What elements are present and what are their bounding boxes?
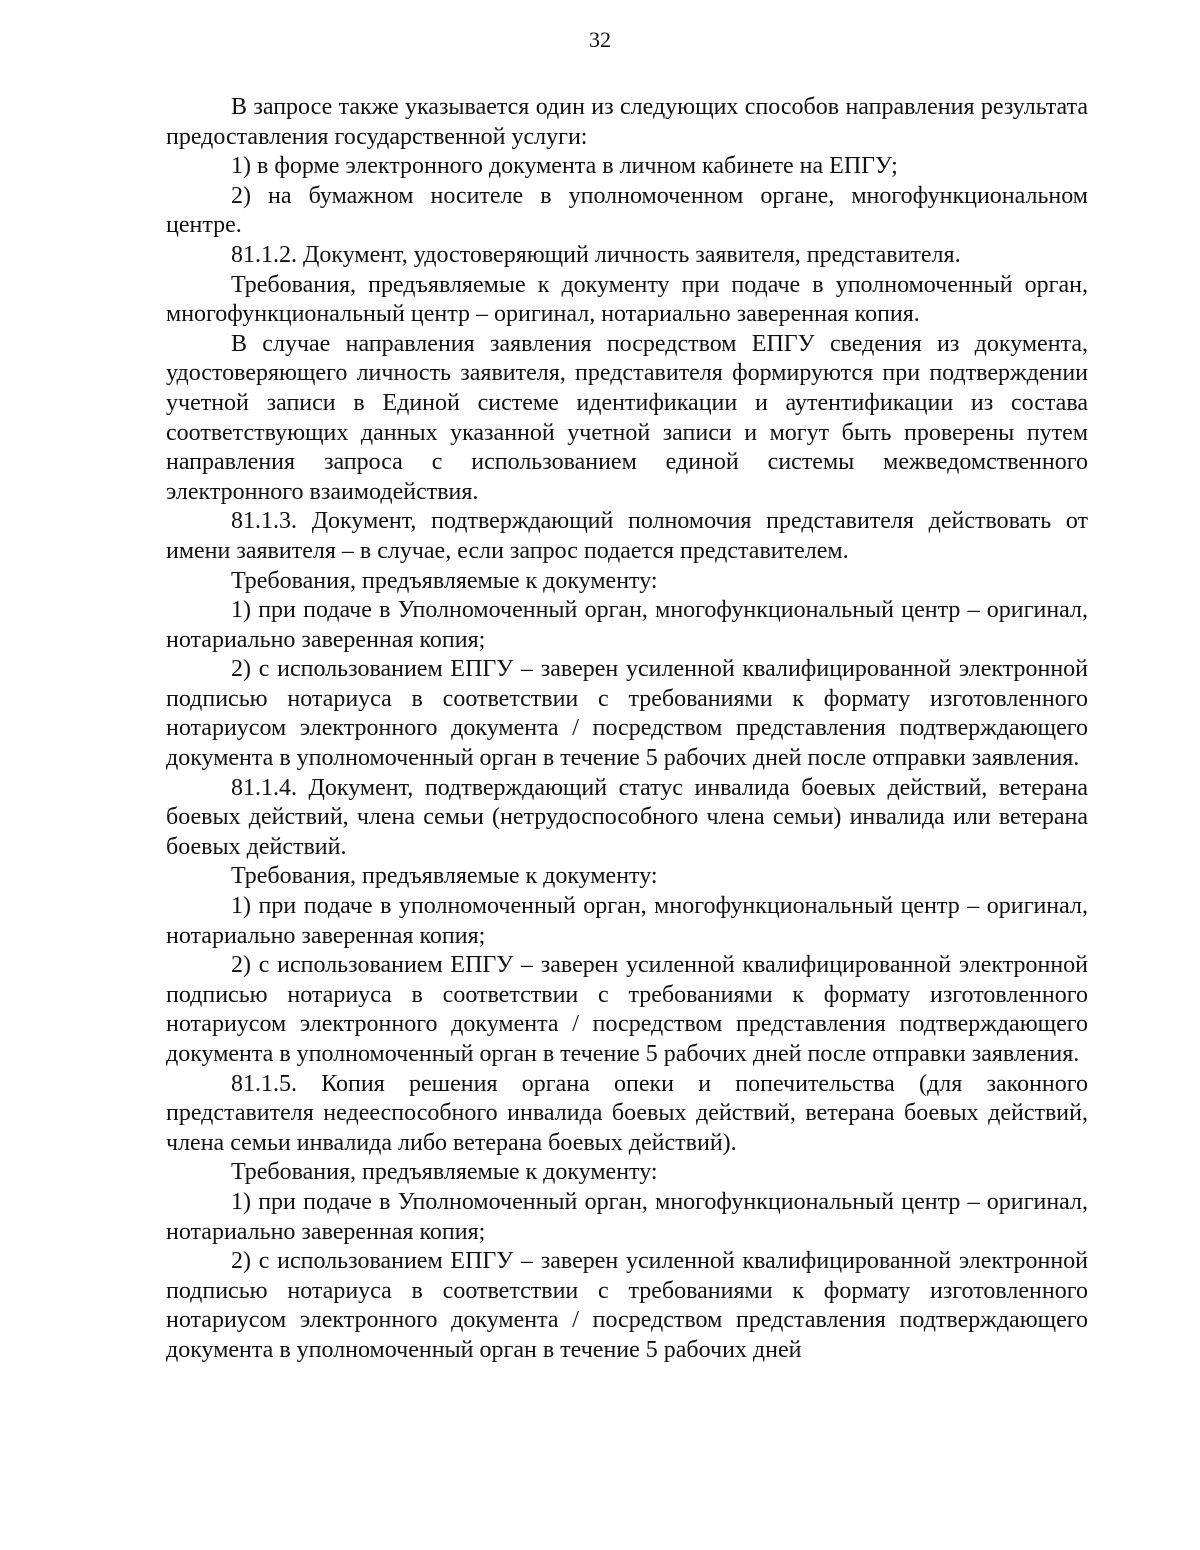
paragraph-result-delivery-methods: В запросе также указывается один из следующих способов направления результата предоставления государственной услуги: (166, 94, 1088, 150)
paragraph-81-1-2: 81.1.2. Документ, удостоверяющий личность заявителя, представителя. (231, 241, 961, 268)
paragraph-81-1-4-item-1: 1) при подаче в уполномоченный орган, многофункциональный центр – оригинал, нотариально заверенная копия; (166, 893, 1088, 949)
paragraph-method-1: 1) в форме электронного документа в личном кабинете на ЕПГУ; (231, 153, 898, 180)
paragraph-81-1-3-requirements: Требования, предъявляемые к документу: (231, 567, 658, 594)
paragraph-81-1-5-requirements: Требования, предъявляемые к документу: (231, 1159, 658, 1186)
paragraph-81-1-4-requirements: Требования, предъявляемые к документу: (231, 863, 658, 890)
paragraph-epgu-identity: В случае направления заявления посредством ЕПГУ сведения из документа, удостоверяющего личность заявителя, представителя формируются при подтверждении учетной записи в Единой системе идентификации и аутентификации из состава соответствующих данных указанной учетной записи и могут быть проверены путем направления запроса с использованием единой системы межведомственного электронного взаимодействия. (166, 330, 1088, 505)
paragraph-81-1-4: 81.1.4. Документ, подтверждающий статус инвалида боевых действий, ветерана боевых действий, члена семьи (нетрудоспособного члена семьи) инвалида или ветерана боевых действий. (166, 774, 1088, 860)
document-body (166, 93, 1088, 1366)
paragraph-81-1-3: 81.1.3. Документ, подтверждающий полномочия представителя действовать от имени заявителя – в случае, если запрос подается представителем. (166, 508, 1088, 564)
paragraph-81-1-4-item-2: 2) с использованием ЕПГУ – заверен усиленной квалифицированной электронной подписью нотариуса в соответствии с требованиями к формату изготовленного нотариусом электронного документа / посредством представления подтверждающего документа в уполномоченный орган в течение 5 рабочих дней после отправки заявления. (166, 952, 1088, 1067)
page-number: 32 (589, 27, 611, 52)
paragraph-81-1-3-item-1: 1) при подаче в Уполномоченный орган, многофункциональный центр – оригинал, нотариально заверенная копия; (166, 597, 1088, 653)
paragraph-81-1-5-item-2: 2) с использованием ЕПГУ – заверен усиленной квалифицированной электронной подписью нотариуса в соответствии с требованиями к формату изготовленного нотариусом электронного документа / посредством представления подтверждающего документа в уполномоченный орган в течение 5 рабочих дней (166, 1248, 1088, 1363)
paragraph-method-2: 2) на бумажном носителе в уполномоченном органе, многофункциональном центре. (166, 182, 1088, 239)
paragraph-81-1-5: 81.1.5. Копия решения органа опеки и попечительства (для законного представителя недееспособного инвалида боевых действий, ветерана боевых действий, члена семьи инвалида либо ветерана боевых действий). (166, 1070, 1088, 1156)
paragraph-81-1-2-requirements: Требования, предъявляемые к документу при подаче в уполномоченный орган, многофункциональный центр – оригинал, нотариально заверенная копия. (166, 271, 1088, 328)
paragraph-81-1-3-item-2: 2) с использованием ЕПГУ – заверен усиленной квалифицированной электронной подписью нотариуса в соответствии с требованиями к формату изготовленного нотариусом электронного документа / посредством представления подтверждающего документа в уполномоченный орган в течение 5 рабочих дней после отправки заявления. (166, 656, 1088, 772)
paragraph-81-1-5-item-1: 1) при подаче в Уполномоченный орган, многофункциональный центр – оригинал, нотариально заверенная копия; (166, 1188, 1088, 1245)
